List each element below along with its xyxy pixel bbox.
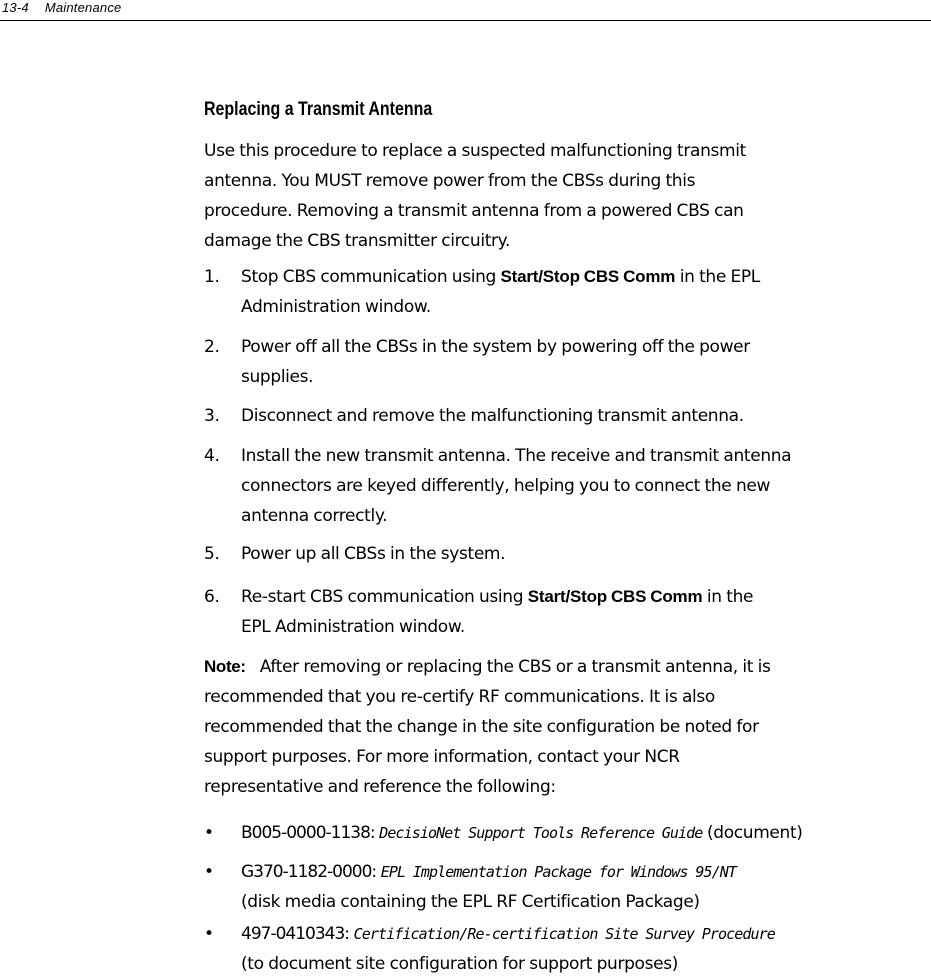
bullet-icon: • xyxy=(204,823,214,843)
step-text-post: in the EPL xyxy=(675,267,760,287)
page-header xyxy=(0,0,931,21)
step-line: Install the new transmit antenna. The receive and transmit antenna xyxy=(241,446,792,466)
step-line xyxy=(241,582,753,612)
step-number: 3. xyxy=(204,406,220,426)
step-number: 5. xyxy=(204,544,220,564)
intro-line: antenna. You MUST remove power from the CBSs during this xyxy=(204,171,696,191)
step-line: antenna correctly. xyxy=(241,506,388,526)
page-number: 13-4 xyxy=(2,0,29,15)
step-text-pre: Re-start CBS communication using xyxy=(241,587,528,607)
command-name: Start/Stop CBS Comm xyxy=(527,587,703,606)
step-text xyxy=(241,401,744,431)
note-label: Note: xyxy=(204,657,246,676)
reference-line xyxy=(241,818,803,848)
document-suffix: (document) xyxy=(707,823,803,843)
step-line xyxy=(241,262,760,292)
step-text xyxy=(241,539,505,569)
reference-text xyxy=(241,857,736,917)
header-text xyxy=(2,0,121,16)
note-line: recommended that the change in the site configuration be noted for xyxy=(204,717,759,737)
step-number: 6. xyxy=(204,587,220,607)
step-text xyxy=(241,262,760,322)
document-number: G370-1182-0000: xyxy=(241,862,377,882)
section-title: Replacing a Transmit Antenna xyxy=(204,99,433,120)
step-text xyxy=(241,441,791,531)
note-line: recommended that you re-certify RF communications. It is also xyxy=(204,687,715,707)
reference-line: (to document site configuration for support purposes) xyxy=(241,954,679,974)
step-text-post: in the xyxy=(702,587,754,607)
step-number: 2. xyxy=(204,337,220,357)
document-number: B005-0000-1138: xyxy=(241,823,375,843)
step-line: EPL Administration window. xyxy=(241,617,465,637)
note-line: representative and reference the following: xyxy=(204,777,556,797)
intro-line: procedure. Removing a transmit antenna from a powered CBS can xyxy=(204,201,744,221)
step-line: Power off all the CBSs in the system by powering off the power xyxy=(241,337,750,357)
step-number: 4. xyxy=(204,446,220,466)
step-line: Disconnect and remove the malfunctioning transmit antenna. xyxy=(241,406,744,426)
note-first-line: After removing or replacing the CBS or a transmit antenna, it is xyxy=(259,657,771,677)
bullet-icon: • xyxy=(204,924,214,944)
step-line: connectors are keyed differently, helping you to connect the new xyxy=(241,476,771,496)
document-title: Certification/Re-certification Site Survey Procedure xyxy=(353,925,775,943)
step-line: Administration window. xyxy=(241,297,431,317)
step-text-pre: Stop CBS communication using xyxy=(241,267,501,287)
document-title: DecisioNet Support Tools Reference Guide xyxy=(379,824,703,842)
reference-text xyxy=(241,919,775,979)
step-text xyxy=(241,582,753,642)
bullet-icon: • xyxy=(204,862,214,882)
document-number: 497-0410343: xyxy=(241,924,350,944)
intro-paragraph xyxy=(204,136,746,256)
note-line xyxy=(204,652,771,682)
step-line: supplies. xyxy=(241,367,314,387)
intro-line: damage the CBS transmitter circuitry. xyxy=(204,231,511,251)
reference-line: (disk media containing the EPL RF Certification Package) xyxy=(241,892,700,912)
document-title: EPL Implementation Package for Windows 95/NT xyxy=(380,863,736,881)
chapter-name: Maintenance xyxy=(44,0,122,15)
reference-text xyxy=(241,818,803,848)
note-line: support purposes. For more information, contact your NCR xyxy=(204,747,680,767)
command-name: Start/Stop CBS Comm xyxy=(500,267,676,286)
step-line: Power up all CBSs in the system. xyxy=(241,544,506,564)
intro-line: Use this procedure to replace a suspected malfunctioning transmit xyxy=(204,141,746,161)
note-paragraph xyxy=(204,652,771,802)
reference-line xyxy=(241,857,736,887)
step-number: 1. xyxy=(204,267,220,287)
reference-line xyxy=(241,919,775,949)
step-text xyxy=(241,332,750,392)
